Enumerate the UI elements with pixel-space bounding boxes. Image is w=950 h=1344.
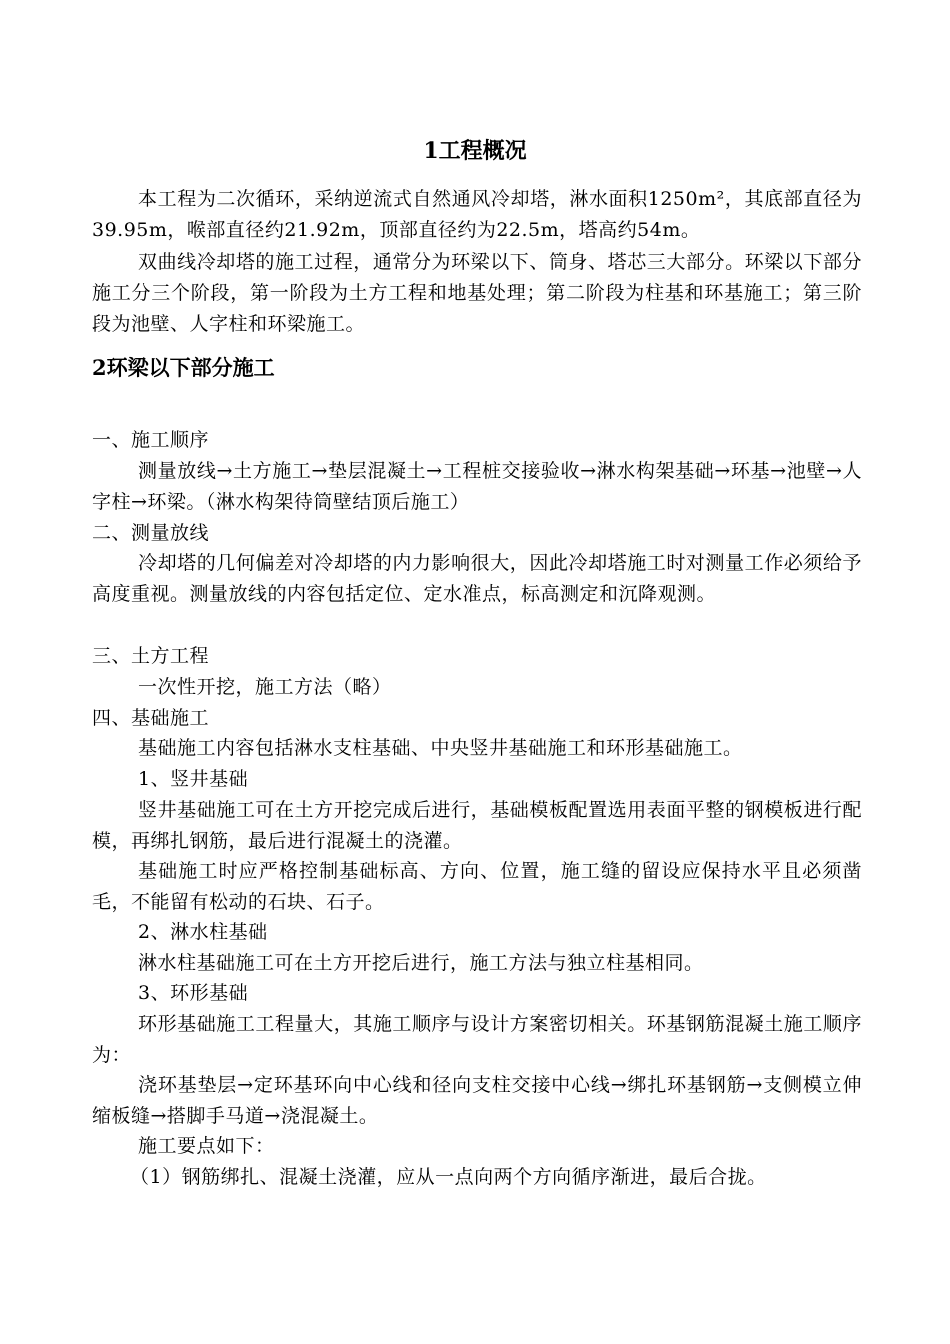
item1-heading: 一、施工顺序 (92, 429, 210, 451)
section1-para2: 双曲线冷却塔的施工过程，通常分为环梁以下、筒身、塔芯三大部分。环梁以下部分施工分三个阶段，第一阶段为土方工程和地基处理；第二阶段为柱基和环基施工；第三阶段为池壁、人字柱和环梁施工。 (92, 251, 862, 335)
section1-title: 1工程概况 (423, 138, 527, 164)
sub1-text1: 竖井基础施工可在土方开挖完成后进行，基础模板配置选用表面平整的钢模板进行配模，再绑扎钢筋，最后进行混凝土的浇灌。 (92, 799, 862, 852)
sub2-heading: 2、淋水柱基础 (138, 921, 268, 943)
item1-text: 测量放线→土方施工→垫层混凝土→工程桩交接验收→淋水构架基础→环基→池壁→人字柱→环梁。（淋水构架待筒壁结顶后施工） (92, 460, 862, 513)
item4-heading: 四、基础施工 (92, 707, 210, 729)
sub1-heading: 1、竖井基础 (138, 768, 249, 790)
item4-text: 基础施工内容包括淋水支柱基础、中央竖井基础施工和环形基础施工。 (138, 737, 743, 759)
sub3-heading: 3、环形基础 (138, 982, 249, 1004)
item2-heading: 二、测量放线 (92, 522, 210, 544)
item3-text: 一次性开挖，施工方法（略） (138, 676, 392, 698)
section1-para1: 本工程为二次循环，采纳逆流式自然通风冷却塔，淋水面积1250m²，其底部直径为39.95m，喉部直径约21.92m，顶部直径约为22.5m，塔高约54m。 (92, 188, 862, 241)
section2-title: 2环梁以下部分施工 (92, 355, 275, 380)
item3-heading: 三、土方工程 (92, 645, 210, 667)
sub2-text: 淋水柱基础施工可在土方开挖后进行，施工方法与独立柱基相同。 (138, 952, 704, 974)
sub3-text3: 施工要点如下： (138, 1135, 275, 1157)
sub3-text2: 浇环基垫层→定环基环向中心线和径向支柱交接中心线→绑扎环基钢筋→支侧模立伸缩板缝→搭脚手马道→浇混凝土。 (92, 1074, 862, 1127)
sub3-text1: 环形基础施工工程量大，其施工顺序与设计方案密切相关。环基钢筋混凝土施工顺序为： (92, 1013, 862, 1066)
sub3-point1: （1）钢筋绑扎、混凝土浇灌，应从一点向两个方向循序渐进，最后合拢。 (130, 1166, 767, 1188)
sub1-text2: 基础施工时应严格控制基础标高、方向、位置，施工缝的留设应保持水平且必须凿毛，不能留有松动的石块、石子。 (92, 860, 862, 913)
item2-text: 冷却塔的几何偏差对冷却塔的内力影响很大，因此冷却塔施工时对测量工作必须给予高度重视。测量放线的内容包括定位、定水准点，标高测定和沉降观测。 (92, 552, 862, 605)
